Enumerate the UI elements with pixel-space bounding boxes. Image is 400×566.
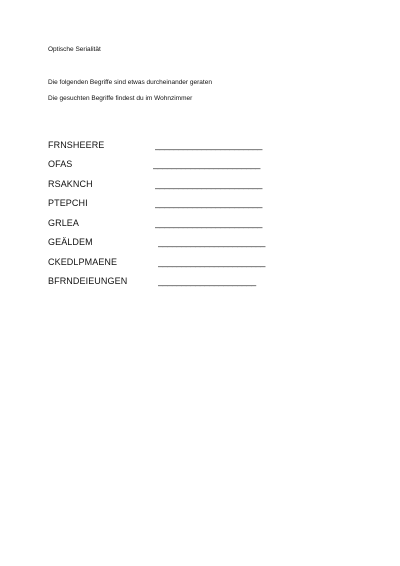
scrambled-word: CKEDLPMAENE <box>48 257 118 267</box>
word-row-8 <box>0 275 400 289</box>
word-row-3 <box>0 178 400 192</box>
word-row-7 <box>0 256 400 270</box>
scrambled-word: BFRNDEIEUNGEN <box>48 276 128 286</box>
worksheet-title: Optische Serialität <box>48 46 101 53</box>
word-row-2 <box>0 158 400 172</box>
word-row-5 <box>0 217 400 231</box>
answer-blank: _______________________ <box>155 218 263 228</box>
word-row-6 <box>0 236 400 250</box>
scrambled-word: GRLEA <box>48 218 80 228</box>
answer-blank: _______________________ <box>155 198 263 208</box>
word-row-1 <box>0 139 400 153</box>
scrambled-word: PTEPCHI <box>48 198 88 208</box>
scrambled-word: OFAS <box>48 159 73 169</box>
instruction-line-2: Die gesuchten Begriffe findest du im Wohnzimmer <box>48 95 193 102</box>
answer-blank: _______________________ <box>158 257 266 267</box>
scrambled-word: FRNSHEERE <box>48 140 105 150</box>
answer-blank: _____________________ <box>158 276 256 286</box>
word-row-4 <box>0 197 400 211</box>
scrambled-word: GEÄLDEM <box>48 237 93 247</box>
answer-blank: _______________________ <box>153 159 261 169</box>
answer-blank: _______________________ <box>155 179 263 189</box>
answer-blank: _______________________ <box>155 140 263 150</box>
instruction-line-1: Die folgenden Begriffe sind etwas durcheinander geraten <box>48 79 212 86</box>
scrambled-word: RSAKNCH <box>48 179 93 189</box>
answer-blank: _______________________ <box>158 237 266 247</box>
